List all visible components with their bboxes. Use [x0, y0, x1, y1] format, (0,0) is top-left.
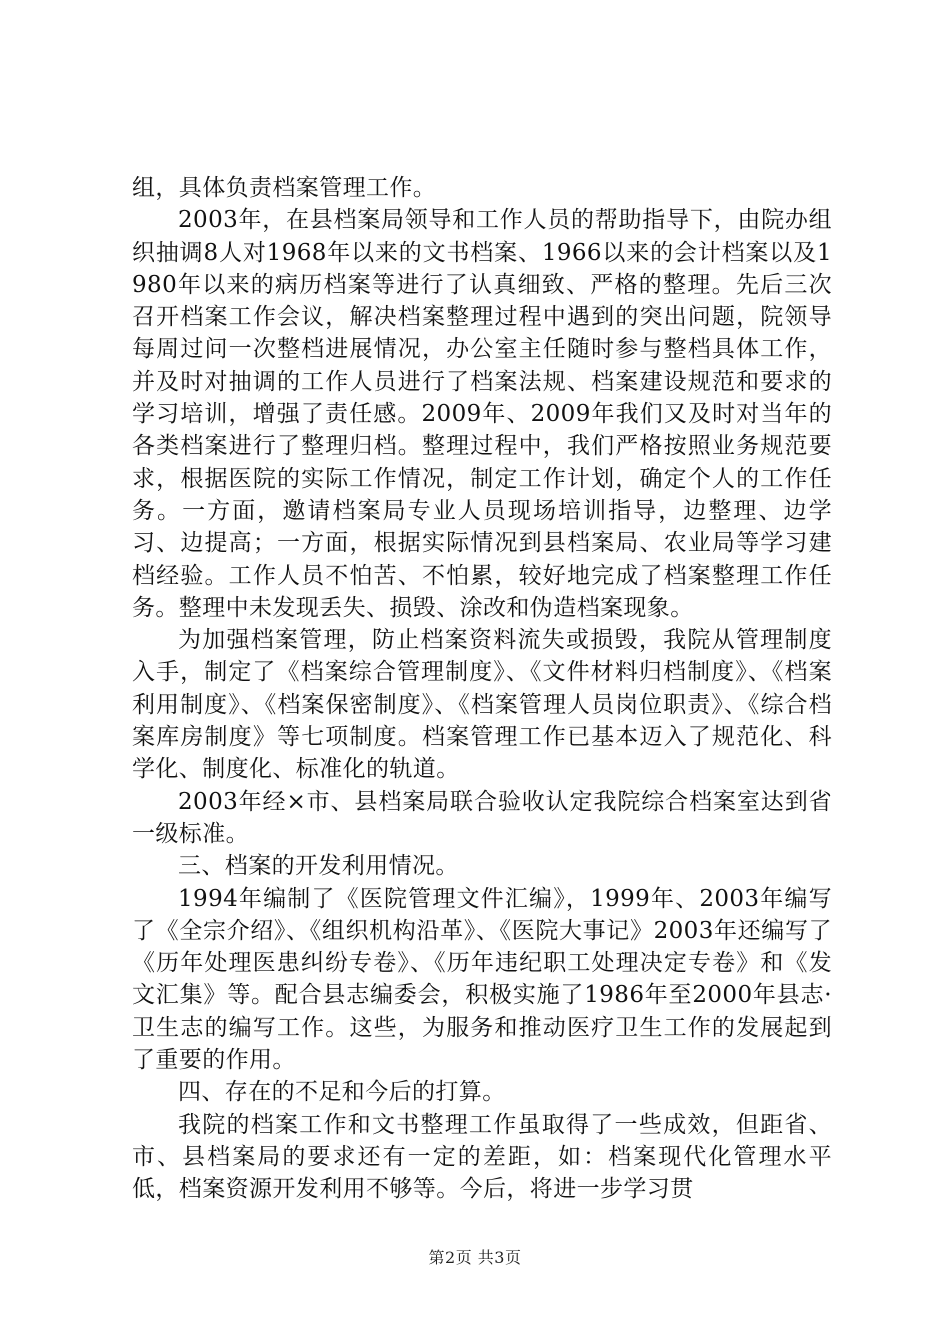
section-heading: 三、档案的开发利用情况。 — [178, 853, 459, 880]
document-body — [132, 172, 832, 1206]
paragraph: 2003年经×市、县档案局联合验收认定我院综合档案室达到省一级标准。 — [132, 788, 832, 847]
section-heading: 四、存在的不足和今后的打算。 — [178, 1079, 506, 1106]
paragraph: 2003年，在县档案局领导和工作人员的帮助指导下，由院办组织抽调8人对1968年以来的文书档案、1966以来的会计档案以及1980年以来的病历档案等进行了认真细致、严格的整理。先后三次召开档案工作会议，解决档案整理过程中遇到的突出问题，院领导每周过问一次整档进展情况，办公室主任随时参与整档具体工作，并及时对抽调的工作人员进行了档案法规、档案建设规范和要求的学习培训，增强了责任感。2009年、2009年我们又及时对当年的各类档案进行了整理归档。整理过程中，我们严格按照业务规范要求，根据医院的实际工作情况，制定工作计划，确定个人的工作任务。一方面，邀请档案局专业人员现场培训指导，边整理、边学习、边提高；一方面，根据实际情况到县档案局、农业局等学习建档经验。工作人员不怕苦、不怕累，较好地完成了档案整理工作任务。整理中未发现丢失、损毁、涂改和伪造档案现象。 — [132, 207, 832, 621]
page-number-footer: 第2页 共3页 — [428, 1248, 522, 1267]
paragraph: 组，具体负责档案管理工作。 — [132, 175, 437, 201]
paragraph: 1994年编制了《医院管理文件汇编》，1999年、2003年编写了《全宗介绍》、《组织机构沿革》、《医院大事记》2003年还编写了《历年处理医患纠纷专卷》、《历年违纪职工处理决定专卷》和《发文汇集》等。配合县志编委会，积极实施了1986年至2000年县志·卫生志的编写工作。这些，为服务和推动医疗卫生工作的发展起到了重要的作用。 — [132, 885, 832, 1074]
paragraph: 为加强档案管理，防止档案资料流失或损毁，我院从管理制度入手，制定了《档案综合管理制度》、《文件材料归档制度》、《档案利用制度》、《档案保密制度》、《档案管理人员岗位职责》、《综合档案库房制度》等七项制度。档案管理工作已基本迈入了规范化、科学化、制度化、标准化的轨道。 — [132, 627, 832, 783]
paragraph: 我院的档案工作和文书整理工作虽取得了一些成效，但距省、市、县档案局的要求还有一定的差距，如：档案现代化管理水平低，档案资源开发利用不够等。今后，将进一步学习贯 — [132, 1111, 832, 1203]
